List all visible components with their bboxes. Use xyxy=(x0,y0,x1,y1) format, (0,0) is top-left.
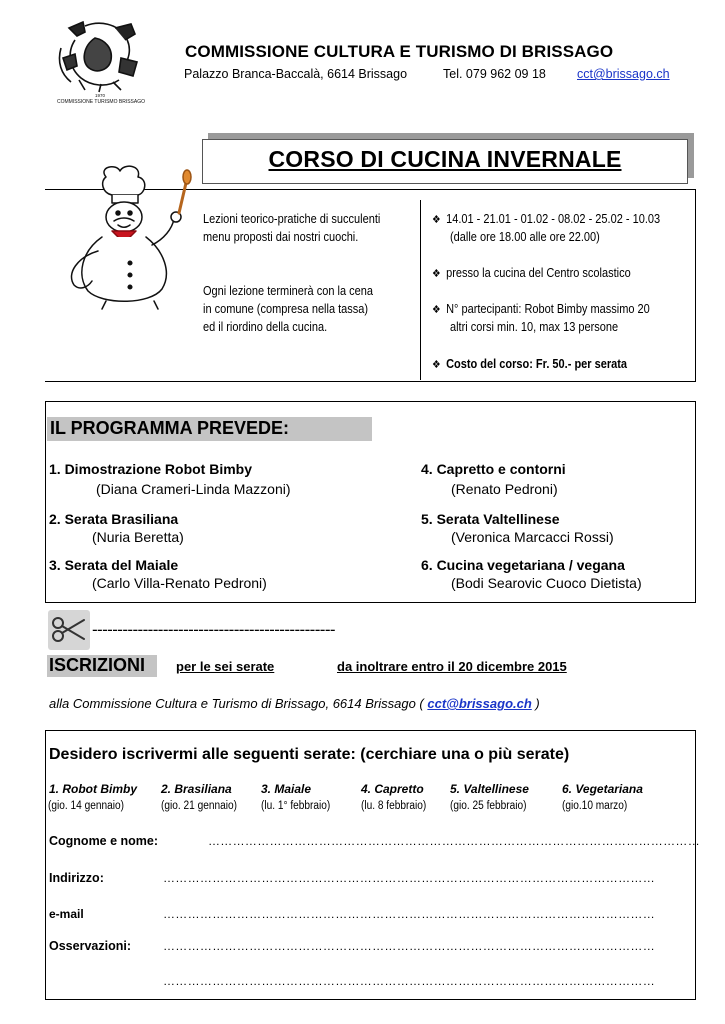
diamond-bullet-icon: ❖ xyxy=(432,214,441,226)
name-field-label: Cognome e nome: xyxy=(49,834,159,848)
course-description-line: in comune (compresa nella tassa) xyxy=(203,302,369,316)
program-item-title: 2. Serata Brasiliana xyxy=(49,511,179,527)
participants-detail: altri corsi min. 10, max 13 persone xyxy=(450,320,619,334)
organization-name: COMMISSIONE CULTURA E TURISMO DI BRISSAGO xyxy=(185,42,614,61)
organization-phone: Tel. 079 962 09 18 xyxy=(443,67,546,81)
program-heading: IL PROGRAMMA PREVEDE: xyxy=(50,418,290,438)
evening-option[interactable]: 2. Brasiliana xyxy=(161,782,232,796)
cut-line: ------------------------------------------------ xyxy=(92,620,335,639)
program-item-title: 5. Serata Valtellinese xyxy=(421,511,560,527)
iscrizioni-deadline: da inoltrare entro il 20 dicembre 2015 xyxy=(337,659,567,674)
notes-field[interactable]: ………………………………………………………………………………………………………… xyxy=(163,939,655,953)
course-description-line: menu proposti dai nostri cuochi. xyxy=(203,230,359,244)
participants-bullet: ❖ N° partecipanti: Robot Bimby massimo 20 xyxy=(432,300,650,319)
info-divider xyxy=(420,200,421,380)
program-item-people: (Diana Crameri-Linda Mazzoni) xyxy=(96,481,291,497)
logo-lettering: COMMISSIONE TURISMO BRISSAGO xyxy=(57,99,145,105)
evening-date: (gio. 25 febbraio) xyxy=(450,800,527,812)
evening-date: (gio. 21 gennaio) xyxy=(161,800,237,812)
evening-option[interactable]: 1. Robot Bimby xyxy=(49,782,138,796)
organization-address: Palazzo Branca-Baccalà, 6614 Brissago xyxy=(184,67,408,81)
email-field-label: e-mail xyxy=(49,907,84,921)
organization-email-link[interactable]: cct@brissago.ch xyxy=(577,67,670,81)
iscrizioni-heading: ISCRIZIONI xyxy=(49,655,146,675)
course-description-line: Lezioni teorico-pratiche di succulenti xyxy=(203,212,381,226)
iscrizioni-scope: per le sei serate xyxy=(176,659,275,674)
name-field[interactable]: ………………………………………………………………………………………………………… xyxy=(208,834,700,848)
course-title: CORSO DI CUCINA INVERNALE xyxy=(268,146,622,172)
program-item-people: (Bodi Searovic Cuoco Dietista) xyxy=(451,575,642,591)
evening-date: (lu. 8 febbraio) xyxy=(361,800,427,812)
evening-date: (gio.10 marzo) xyxy=(562,800,628,812)
recipient-email-link[interactable]: cct@brissago.ch xyxy=(427,696,532,711)
hours-text: (dalle ore 18.00 alle ore 22.00) xyxy=(450,230,600,244)
notes-field-line-2[interactable]: ………………………………………………………………………………………………………… xyxy=(163,974,655,988)
dates-bullet: ❖ 14.01 - 21.01 - 01.02 - 08.02 - 25.02 - 10.03 xyxy=(432,210,660,229)
program-item-people: (Nuria Beretta) xyxy=(92,529,184,545)
evening-option[interactable]: 4. Capretto xyxy=(361,782,424,796)
address-field-label: Indirizzo: xyxy=(49,871,104,885)
program-item-people: (Carlo Villa-Renato Pedroni) xyxy=(92,575,267,591)
commission-logo xyxy=(55,18,147,106)
program-item-title: 4. Capretto e contorni xyxy=(421,461,566,477)
cost-bullet: ❖ Costo del corso: Fr. 50.- per serata xyxy=(432,355,627,374)
svg-text:1970: 1970 xyxy=(95,93,106,98)
email-field[interactable]: ………………………………………………………………………………………………………… xyxy=(163,907,655,921)
chef-illustration xyxy=(58,165,203,310)
program-item-people: (Renato Pedroni) xyxy=(451,481,558,497)
diamond-bullet-icon: ❖ xyxy=(432,359,441,371)
registration-form xyxy=(45,730,700,1000)
form-title: Desidero iscrivermi alle seguenti serate: (cerchiare una o più serate) xyxy=(49,746,570,763)
scissors-icon xyxy=(48,610,90,650)
evening-option[interactable]: 6. Vegetariana xyxy=(562,782,643,796)
recipient-close: ) xyxy=(531,696,540,711)
recipient-text: alla Commissione Cultura e Turismo di Brissago, 6614 Brissago ( xyxy=(49,696,428,711)
program-item-title: 3. Serata del Maiale xyxy=(49,557,179,573)
course-description-line: ed il riordino della cucina. xyxy=(203,320,328,334)
place-bullet: ❖ presso la cucina del Centro scolastico xyxy=(432,264,631,283)
evening-option[interactable]: 5. Valtellinese xyxy=(450,782,529,796)
evening-option[interactable]: 3. Maiale xyxy=(261,782,312,796)
evening-date: (gio. 14 gennaio) xyxy=(48,800,124,812)
notes-field-label: Osservazioni: xyxy=(49,939,131,953)
iscrizioni-recipient xyxy=(49,696,540,711)
program-item-people: (Veronica Marcacci Rossi) xyxy=(451,529,614,545)
program-item-title: 6. Cucina vegetariana / vegana xyxy=(421,557,625,573)
evening-date: (lu. 1° febbraio) xyxy=(261,800,331,812)
diamond-bullet-icon: ❖ xyxy=(432,304,441,316)
diamond-bullet-icon: ❖ xyxy=(432,268,441,280)
course-description-line: Ogni lezione terminerà con la cena xyxy=(203,284,373,298)
address-field[interactable]: ………………………………………………………………………………………………………… xyxy=(163,871,655,885)
program-item-title: 1. Dimostrazione Robot Bimby xyxy=(49,461,253,477)
